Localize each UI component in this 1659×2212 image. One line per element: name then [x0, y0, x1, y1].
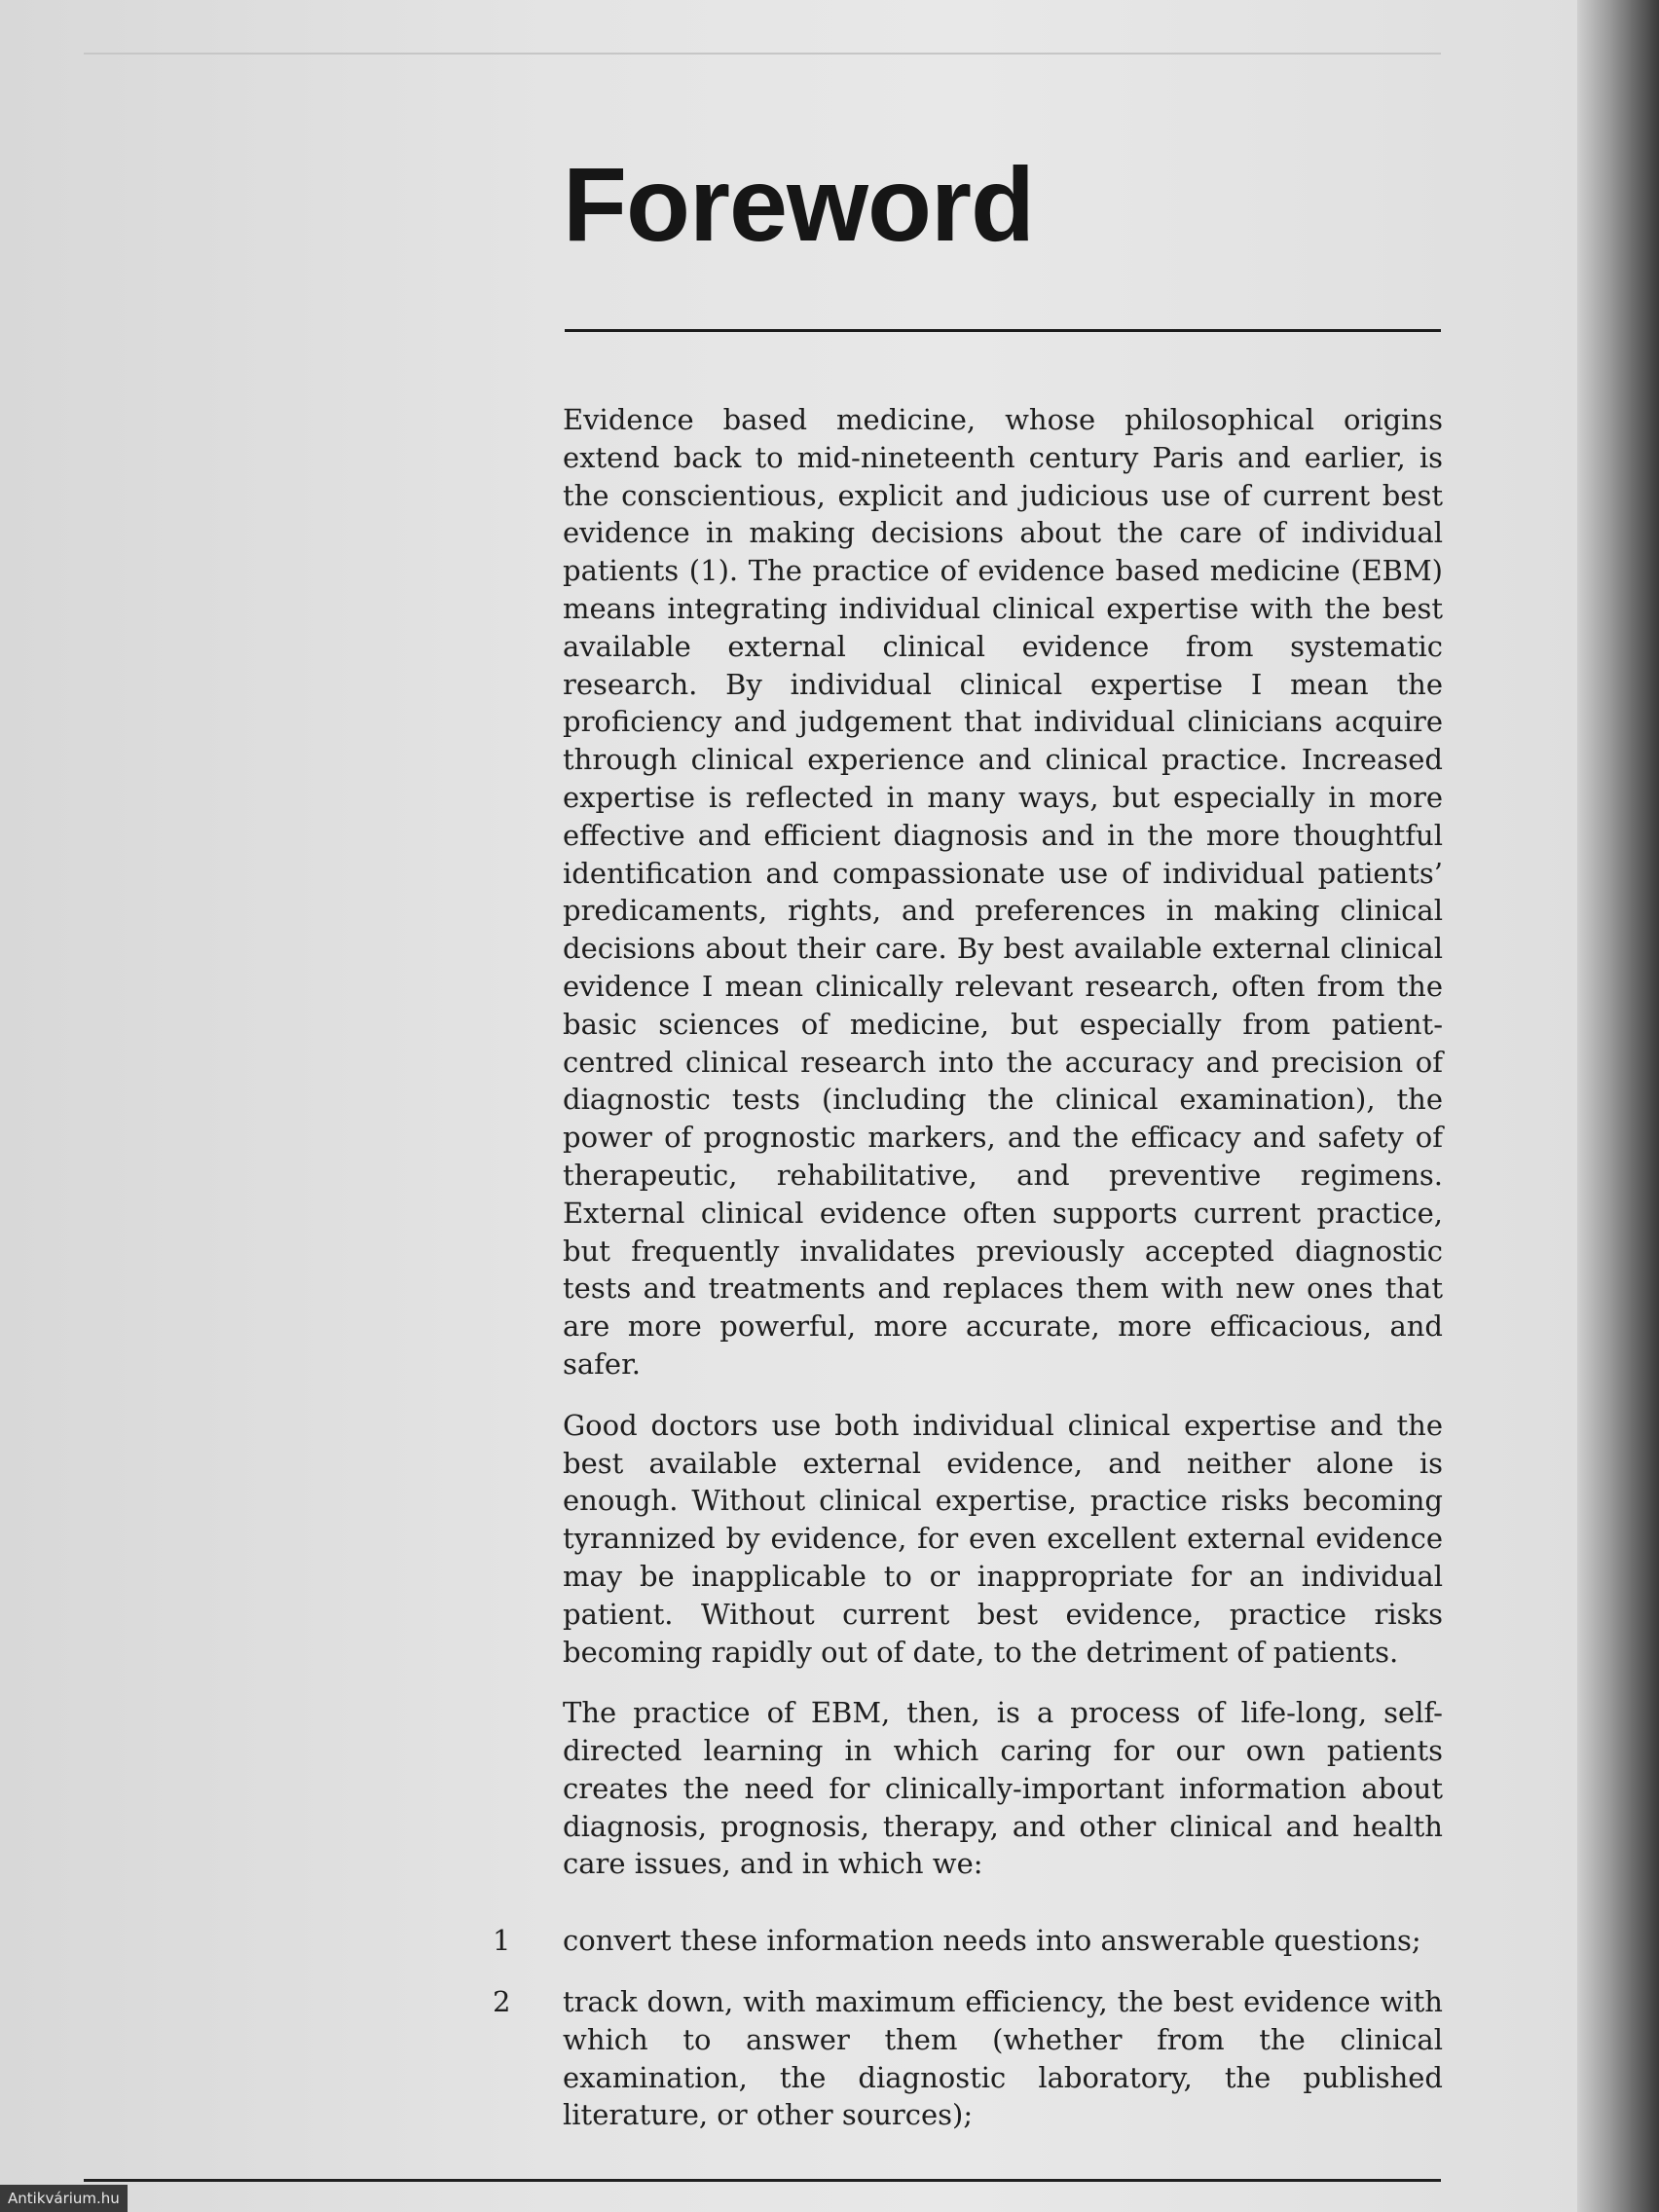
footer-rule — [84, 2179, 1441, 2182]
running-head-rule — [84, 53, 1441, 55]
list-item — [493, 1983, 1443, 2134]
body-text — [493, 401, 1443, 2157]
watermark: Antikvárium.hu — [0, 2185, 128, 2212]
list-item-text: track down, with maximum efficiency, the best evidence with which to answer them (whether from the clinical examination, the diagnostic laboratory, the published literature, or other sources); — [563, 1985, 1443, 2132]
paragraph-3: The practice of EBM, then, is a process of life-long, self-directed learning in which caring for our own patients creates the need for clinically-important information about diagnosis, prognosis, therapy, and other clinical and health care issues, and in which we: — [563, 1696, 1443, 1881]
chapter-title: Foreword — [563, 145, 1035, 263]
list-item-number: 2 — [493, 1985, 511, 2019]
list-item-text: convert these information needs into answerable questions; — [563, 1924, 1421, 1958]
page-edge-shadow — [1577, 0, 1659, 2212]
numbered-list — [493, 1922, 1443, 2134]
title-underline-rule — [565, 329, 1441, 332]
paragraph-1: Evidence based medicine, whose philosophical origins extend back to mid-nineteenth century Paris and earlier, is the conscientious, explicit and judicious use of current best evidence in making decisions about the care of individual patients (1). The practice of evidence based medicine (EBM) means integrating individual clinical expertise with the best available external clinical evidence from systematic research. By individual clinical expertise I mean the proficiency and judgement that individual clinicians acquire through clinical experience and clinical practice. Increased expertise is reflected in many ways, but especially in more effective and efficient diagnosis and in the more thoughtful identification and compassionate use of individual patients’ predicaments, rights, and preferences in making clinical decisions about their care. By best available external clinical evidence I mean clinically relevant research, often from the basic sciences of medicine, but especially from patient-centred clinical research into the accuracy and precision of diagnostic tests (including the clinical examination), the power of prognostic markers, and the efficacy and safety of therapeutic, rehabilitative, and preventive regimens. External clinical evidence often supports current practice, but frequently invalidates previously accepted diagnostic tests and treatments and replaces them with new ones that are more powerful, more accurate, more efficacious, and safer. — [563, 403, 1443, 1381]
paragraph-2: Good doctors use both individual clinical expertise and the best available external evidence, and neither alone is enough. Without clinical expertise, practice risks becoming tyrannized by evidence, for even excellent external evidence may be inapplicable to or inappropriate for an individual patient. Without current best evidence, practice risks becoming rapidly out of date, to the detriment of patients. — [563, 1408, 1443, 1669]
list-item — [493, 1922, 1443, 1960]
list-item-number: 1 — [493, 1924, 511, 1958]
